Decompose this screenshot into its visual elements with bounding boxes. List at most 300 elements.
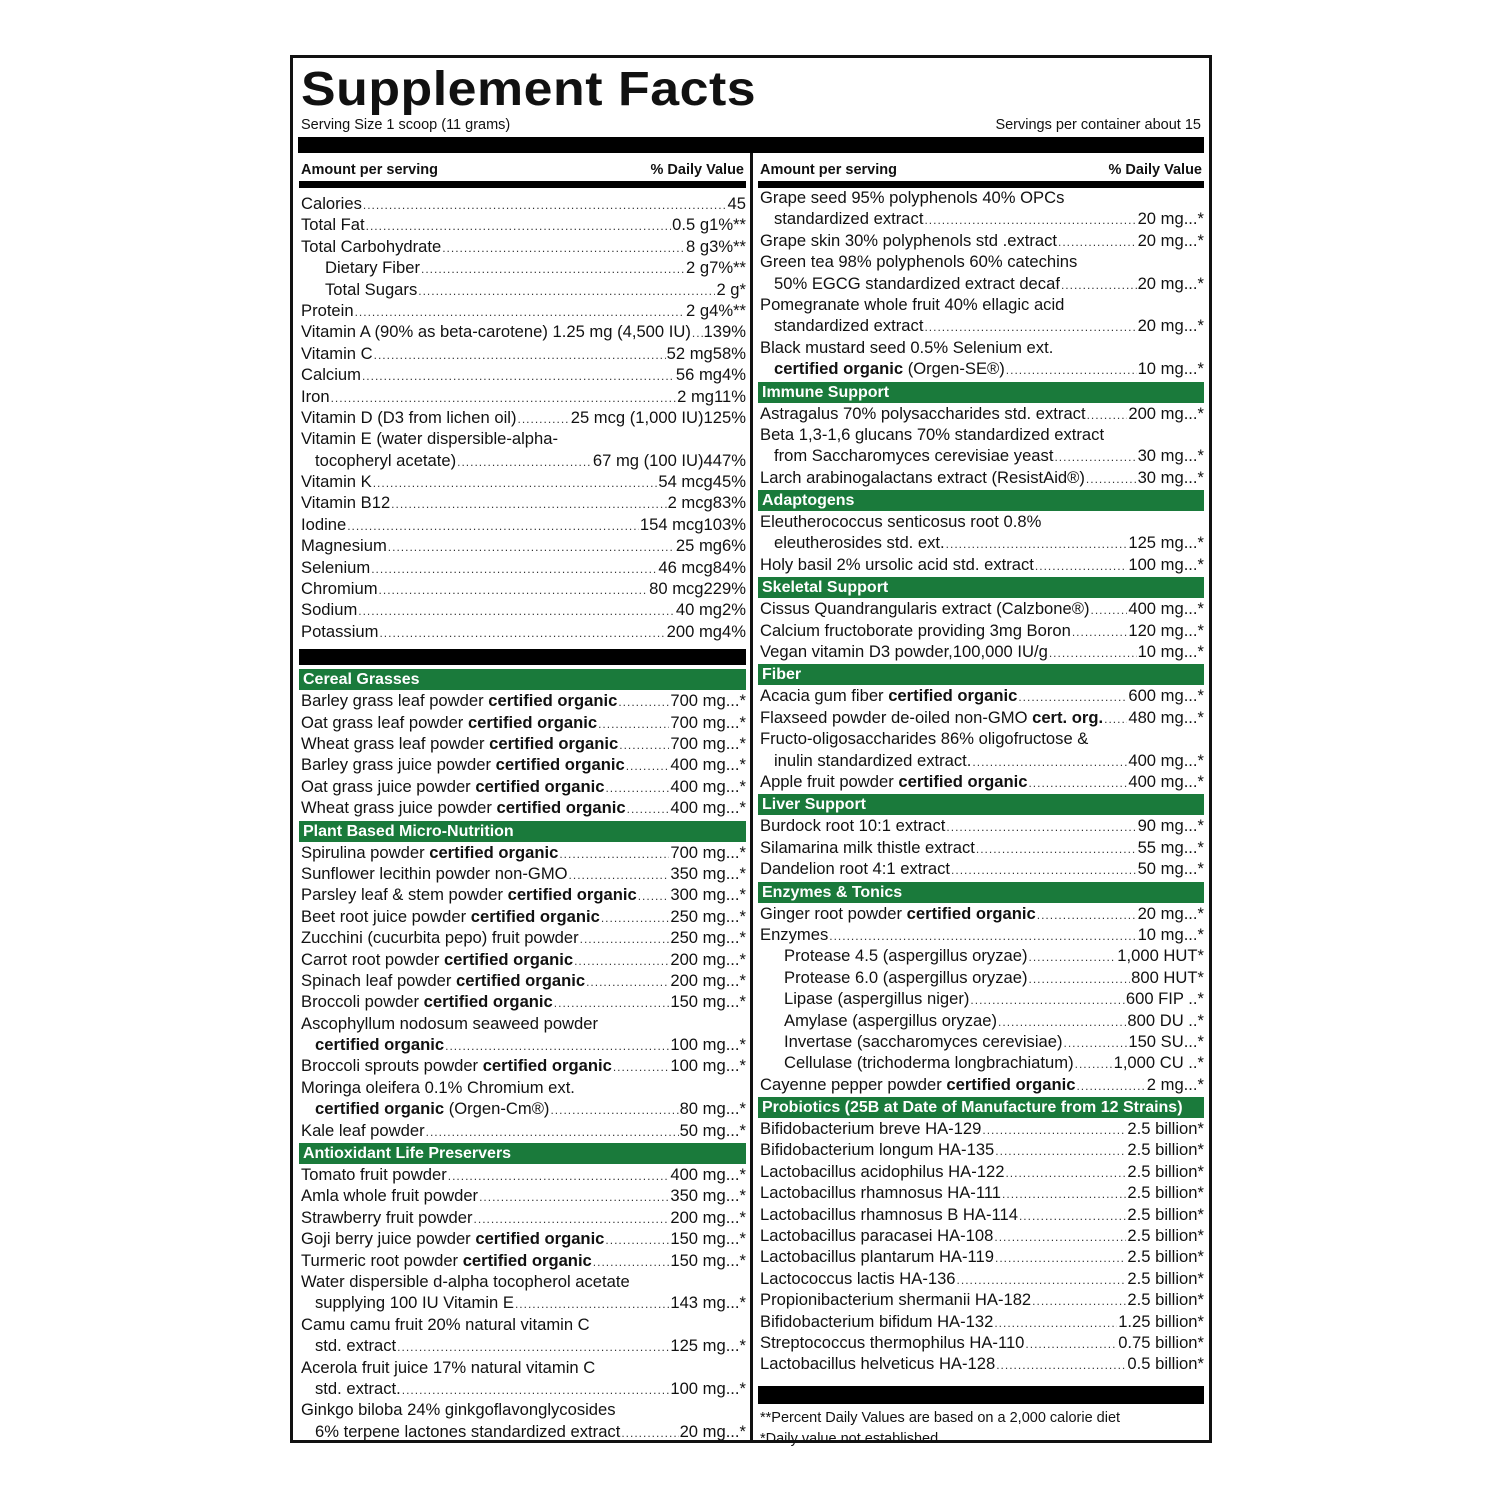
dot-leader <box>1002 1187 1126 1201</box>
ingredient-row <box>758 274 1204 295</box>
dot-leader <box>605 781 669 795</box>
ingredient-amount: 100 mg... <box>1128 554 1198 574</box>
ingredient-row <box>758 512 1204 533</box>
daily-value: * <box>1197 316 1204 336</box>
dot-leader <box>598 717 669 731</box>
ingredient-name-text: Vegan vitamin D3 powder,100,000 IU/g <box>760 642 1048 662</box>
dot-leader <box>995 1144 1126 1158</box>
ingredient-row <box>758 729 1204 750</box>
ingredient-name <box>299 344 373 364</box>
daily-value: 11% <box>714 386 746 406</box>
ingredient-row <box>758 1269 1204 1290</box>
dot-leader <box>1086 472 1137 486</box>
ingredient-amount: 1.25 billion <box>1118 1311 1198 1331</box>
daily-value: 83% <box>712 493 746 513</box>
dot-leader <box>474 1212 670 1226</box>
ingredient-amount: 1,000 HUT <box>1117 946 1198 966</box>
daily-value: * <box>1197 1183 1204 1203</box>
dot-leader <box>627 802 670 816</box>
ingredient-name <box>758 209 923 229</box>
daily-value: * <box>739 1099 746 1119</box>
ingredient-row <box>299 451 746 472</box>
ingredient-name <box>299 1379 401 1399</box>
ingredient-name-text: Acacia gum fiber <box>760 686 889 706</box>
dot-leader <box>970 993 1124 1007</box>
ingredient-name-text: Spirulina powder <box>301 842 430 862</box>
ingredient-name <box>299 515 346 535</box>
ingredient-name <box>299 536 387 556</box>
ingredient-amount: 30 mg... <box>1137 467 1198 487</box>
ingredient-row <box>299 301 746 322</box>
dot-leader <box>580 932 670 946</box>
ingredient-row <box>299 777 746 798</box>
dot-leader <box>379 583 649 597</box>
ingredient-row <box>299 950 746 971</box>
ingredient-row <box>758 925 1204 946</box>
daily-value: * <box>739 1056 746 1076</box>
organic-label: certified organic <box>475 1229 605 1249</box>
ingredient-row <box>758 838 1204 859</box>
ingredient-amount: 200 mg... <box>670 949 740 969</box>
dot-leader <box>391 497 666 511</box>
dot-leader <box>1035 559 1127 573</box>
ingredient-name <box>299 950 573 970</box>
dot-leader <box>1058 235 1137 249</box>
ingredient-row <box>758 904 1204 925</box>
ingredient-name <box>758 1119 981 1139</box>
organic-label: certified organic <box>470 906 600 926</box>
ingredient-name <box>299 798 626 818</box>
ingredient-name <box>758 708 1103 728</box>
ingredient-name-text: Barley grass leaf powder <box>301 691 489 711</box>
ingredient-name <box>758 338 1053 358</box>
ingredient-name-text: Water dispersible d-alpha tocopherol acetate <box>301 1271 630 1291</box>
ingredient-row <box>299 536 746 557</box>
ingredient-row <box>299 1099 746 1120</box>
ingredient-name <box>299 622 378 642</box>
dot-leader <box>1037 908 1137 922</box>
ingredient-row <box>299 713 746 734</box>
ingredient-name-text: Lactobacillus paracasei HA-108 <box>760 1226 994 1246</box>
ingredient-name <box>758 1247 994 1267</box>
ingredient-name-text: Bifidobacterium bifidum HA-132 <box>760 1311 994 1331</box>
antioxidant-continued-list <box>758 188 1204 381</box>
ingredient-name <box>299 301 354 321</box>
ingredient-row <box>299 798 746 819</box>
dot-leader <box>957 1273 1127 1287</box>
ingredient-name-text: Moringa oleifera 0.1% Chromium ext. <box>301 1077 575 1097</box>
daily-value: * <box>1197 620 1204 640</box>
dot-leader <box>550 1103 678 1117</box>
ingredient-name-text: from Saccharomyces cerevisiae yeast <box>774 446 1054 466</box>
ingredient-name-text: std. extract <box>315 1336 397 1356</box>
ingredient-amount: 400 mg... <box>1128 750 1198 770</box>
dot-leader <box>995 1251 1126 1265</box>
ingredient-name <box>299 1186 478 1206</box>
ingredient-row <box>758 1119 1204 1140</box>
ingredient-name <box>758 316 923 336</box>
ingredient-amount: 40 mg <box>675 600 723 620</box>
ingredient-name-text: Total Sugars <box>325 279 418 299</box>
ingredient-row <box>299 408 746 429</box>
ingredient-name-text: Strawberry fruit powder <box>301 1207 473 1227</box>
ingredient-name-text: std. extract. <box>315 1378 401 1398</box>
ingredient-name <box>758 425 1104 445</box>
ingredient-name <box>299 280 417 300</box>
daily-value-label: % Daily Value <box>650 162 744 178</box>
daily-value: * <box>1197 771 1204 791</box>
ingredient-row <box>299 907 746 928</box>
daily-value: * <box>739 885 746 905</box>
ingredient-amount: 0.5 g <box>672 215 710 235</box>
daily-value: * <box>1197 1140 1204 1160</box>
ingredient-amount: 0.5 billion <box>1127 1354 1198 1374</box>
amount-per-serving-label: Amount per serving <box>760 162 897 178</box>
ingredient-name-text: Vitamin A (90% as beta-carotene) 1.25 mg (4,500 IU) <box>301 322 691 342</box>
ingredient-amount: 250 mg... <box>670 928 740 948</box>
ingredient-name <box>758 989 969 1009</box>
daily-value: * <box>739 842 746 862</box>
dot-leader <box>976 842 1137 856</box>
ingredient-amount: 20 mg... <box>1137 230 1198 250</box>
ingredient-name-text: Enzymes <box>760 924 829 944</box>
ingredient-row <box>758 1011 1204 1032</box>
ingredient-amount: 100 mg... <box>670 1035 740 1055</box>
dot-leader <box>426 1125 679 1139</box>
ingredient-name-text: Dietary Fiber <box>325 258 420 278</box>
ingredient-row <box>758 188 1204 209</box>
daily-value: 2% <box>722 600 746 620</box>
ingredient-name-text: Silamarina milk thistle extract <box>760 837 975 857</box>
ingredient-name-text: Turmeric root powder <box>301 1250 463 1270</box>
daily-value: * <box>739 1035 746 1055</box>
ingredient-row <box>299 194 746 215</box>
daily-value: * <box>739 776 746 796</box>
dot-leader <box>574 954 669 968</box>
ingredient-row <box>299 493 746 514</box>
ingredient-name-text: Bifidobacterium longum HA-135 <box>760 1140 995 1160</box>
dot-leader <box>638 889 670 903</box>
ingredient-name <box>299 843 558 863</box>
dot-leader <box>1018 690 1127 704</box>
ingredient-amount: 400 mg... <box>670 755 740 775</box>
dot-leader <box>692 326 703 340</box>
ingredient-name-text: Dandelion root 4:1 extract <box>760 859 951 879</box>
amount-per-serving-label: Amount per serving <box>301 162 438 178</box>
ingredient-row <box>758 772 1204 793</box>
ingredient-name-text: Sunflower lecithin powder non-GMO <box>301 863 568 883</box>
nutrient-list <box>299 194 746 643</box>
ingredient-name <box>299 1056 612 1076</box>
ingredient-amount: 2 mg... <box>1146 1074 1198 1094</box>
ingredient-amount: 0.75 billion <box>1118 1332 1198 1352</box>
dot-leader <box>1061 278 1137 292</box>
ingredient-amount: 2.5 billion <box>1127 1183 1198 1203</box>
organic-label: certified organic <box>774 359 904 379</box>
dot-leader <box>829 929 1136 943</box>
footnote: *Daily value not established <box>760 1430 939 1447</box>
ingredient-name-text: Wheat grass leaf powder <box>301 733 490 753</box>
dot-leader <box>363 198 727 212</box>
daily-value: * <box>1197 1161 1204 1181</box>
daily-value: * <box>739 970 746 990</box>
organic-label: certified organic <box>906 903 1036 923</box>
ingredient-name <box>758 1075 1075 1095</box>
ingredient-amount: 20 mg... <box>1137 316 1198 336</box>
daily-value: * <box>739 798 746 818</box>
ingredient-row <box>299 1422 746 1443</box>
daily-value: * <box>1197 946 1204 966</box>
ingredient-name <box>758 729 1088 749</box>
daily-value: 45% <box>712 472 746 492</box>
ingredient-row <box>758 1140 1204 1161</box>
organic-label: certified organic <box>489 733 619 753</box>
ingredient-name <box>299 755 625 775</box>
ingredient-name <box>299 237 441 257</box>
ingredient-amount: 250 mg... <box>670 906 740 926</box>
dot-leader <box>1104 712 1127 726</box>
ingredient-name-text: Burdock root 10:1 extract <box>760 816 946 836</box>
ingredient-name-text: Camu camu fruit 20% natural vitamin C <box>301 1314 590 1334</box>
dot-leader <box>479 1190 669 1204</box>
ingredient-name-text: standardized extract <box>774 316 924 336</box>
ingredient-name <box>299 1358 595 1378</box>
ingredient-amount: 200 mg... <box>670 970 740 990</box>
ingredient-name <box>299 713 597 733</box>
daily-value: 7%** <box>709 258 746 278</box>
ingredient-name-text: Lactobacillus plantarum HA-119 <box>760 1247 994 1267</box>
section-header: Fiber <box>758 664 1204 685</box>
ingredient-name <box>299 777 604 797</box>
ingredient-amount: 2.5 billion <box>1127 1204 1198 1224</box>
ingredient-name <box>299 691 617 711</box>
supplement-facts-panel <box>290 55 1212 1447</box>
ingredient-name-text: Beet root juice powder <box>301 906 471 926</box>
ingredient-name <box>758 904 1036 924</box>
ingredient-name <box>758 555 1034 575</box>
ingredient-name <box>299 1121 425 1141</box>
ingredient-amount: 10 mg... <box>1137 642 1198 662</box>
dot-leader <box>421 262 685 276</box>
dot-leader <box>362 369 675 383</box>
ingredient-name-text: Propionibacterium shermanii HA-182 <box>760 1290 1032 1310</box>
right-column <box>758 153 1204 1450</box>
ingredient-row <box>758 946 1204 967</box>
dot-leader <box>358 604 675 618</box>
organic-label: certified organic <box>467 712 598 732</box>
daily-value: * <box>739 906 746 926</box>
ingredient-amount: 2.5 billion <box>1127 1268 1198 1288</box>
section-header: Cereal Grasses <box>299 669 746 690</box>
organic-label: certified organic <box>443 949 574 969</box>
ingredient-name <box>299 864 568 884</box>
ingredient-name <box>299 408 516 428</box>
ingredient-name-text: Ascophyllum nodosum seaweed powder <box>301 1013 599 1033</box>
ingredient-amount: 90 mg... <box>1137 816 1198 836</box>
dot-leader <box>517 412 569 426</box>
ingredient-name-text: standardized extract <box>774 209 924 229</box>
ingredient-name <box>758 772 1027 792</box>
organic-label: certified organic <box>482 1056 612 1076</box>
ingredient-name <box>758 231 1057 251</box>
ingredient-name <box>758 946 1028 966</box>
daily-value: 4% <box>722 365 746 385</box>
ingredient-row <box>758 1290 1204 1311</box>
ingredient-row <box>299 237 746 258</box>
ingredient-row <box>758 968 1204 989</box>
ingredient-name-text: Astragalus 70% polysaccharides std. extract <box>760 403 1086 423</box>
dot-leader <box>972 755 1127 769</box>
organic-label: cert. org. <box>1032 707 1104 727</box>
ingredient-name-text: Amla whole fruit powder <box>301 1186 479 1206</box>
ingredient-name-text: Tomato fruit powder <box>301 1165 447 1185</box>
footnote-rule <box>758 1386 1204 1404</box>
ingredient-row <box>758 404 1204 425</box>
ingredient-row <box>758 338 1204 359</box>
ingredient-amount: 52 mg <box>666 343 713 363</box>
ingredient-row <box>299 365 746 386</box>
dot-leader <box>994 1230 1126 1244</box>
ingredient-name-text: Vitamin B12 <box>301 493 391 513</box>
ingredient-row <box>299 755 746 776</box>
ingredient-name-text: Broccoli powder <box>301 992 424 1012</box>
ingredient-row <box>299 322 746 343</box>
dot-leader <box>946 820 1136 834</box>
daily-value-label: % Daily Value <box>1108 162 1202 178</box>
ingredient-name-text: Acerola fruit juice 17% natural vitamin C <box>301 1357 596 1377</box>
ingredient-name-text: Sodium <box>301 600 358 620</box>
left-sections <box>299 669 746 1443</box>
dot-leader <box>946 537 1128 551</box>
ingredient-row <box>758 1312 1204 1333</box>
dot-leader <box>994 1316 1117 1330</box>
daily-value: * <box>739 1186 746 1206</box>
ingredient-row <box>299 1315 746 1336</box>
ingredient-name <box>758 838 975 858</box>
ingredient-row <box>299 1208 746 1229</box>
daily-value: * <box>1197 903 1204 923</box>
ingredient-name <box>758 1205 1018 1225</box>
ingredient-name-text: Carrot root powder <box>301 949 444 969</box>
ingredient-name-text: Apple fruit powder <box>760 771 899 791</box>
ingredient-amount: 400 mg... <box>670 798 740 818</box>
ingredient-name-text: Flaxseed powder de-oiled non-GMO <box>760 707 1033 727</box>
ingredient-row <box>758 209 1204 230</box>
ingredient-name-text: Fructo-oligosaccharides 86% oligofructose & <box>760 729 1089 749</box>
daily-value: 84% <box>712 557 746 577</box>
ingredient-row <box>299 864 746 885</box>
daily-value: * <box>1197 1311 1204 1331</box>
ingredient-amount: 20 mg... <box>1137 209 1198 229</box>
dot-leader <box>996 1358 1126 1372</box>
ingredient-name <box>299 215 365 235</box>
ingredient-row <box>299 1379 746 1400</box>
dot-leader <box>1087 408 1128 422</box>
ingredient-name <box>299 1099 549 1119</box>
ingredient-row <box>758 316 1204 337</box>
ingredient-name <box>299 971 585 991</box>
daily-value: * <box>739 863 746 883</box>
daily-value: * <box>739 949 746 969</box>
ingredient-amount: 700 mg... <box>670 842 740 862</box>
daily-value: * <box>739 691 746 711</box>
daily-value: 229% <box>703 579 746 599</box>
ingredient-name <box>758 621 1071 641</box>
ingredient-amount: 400 mg... <box>1128 599 1198 619</box>
ingredient-name <box>758 1290 1031 1310</box>
ingredient-name-text: Parsley leaf & stem powder <box>301 885 508 905</box>
dot-leader <box>613 1060 670 1074</box>
ingredient-amount: 600 mg... <box>1128 686 1198 706</box>
dot-leader <box>1006 363 1137 377</box>
ingredient-row <box>758 1226 1204 1247</box>
daily-value: * <box>739 733 746 753</box>
ingredient-name-text: Cellulase (trichoderma longbrachiatum) <box>784 1053 1074 1073</box>
daily-value: * <box>1197 1031 1204 1051</box>
dot-leader <box>402 1383 670 1397</box>
ingredient-amount: 480 mg... <box>1128 707 1198 727</box>
daily-value: * <box>739 1229 746 1249</box>
ingredient-row <box>299 344 746 365</box>
ingredient-amount: 2 mcg <box>667 493 713 513</box>
dot-leader <box>1076 1079 1145 1093</box>
ingredient-row <box>299 429 746 450</box>
ingredient-amount: 200 mg <box>666 621 723 641</box>
daily-value: * <box>739 1207 746 1227</box>
daily-value: 6% <box>722 536 746 556</box>
ingredient-amount: 10 mg... <box>1137 924 1198 944</box>
ingredient-row <box>758 989 1204 1010</box>
ingredient-name-text: Lactobacillus helveticus HA-128 <box>760 1354 996 1374</box>
ingredient-name <box>299 472 372 492</box>
ingredient-name <box>758 968 1028 988</box>
ingredient-name <box>758 642 1048 662</box>
ingredient-name <box>299 1422 620 1442</box>
ingredient-row <box>299 1400 746 1421</box>
section-header: Probiotics (25B at Date of Manufacture from 12 Strains) <box>758 1097 1204 1118</box>
daily-value: * <box>739 1250 746 1270</box>
ingredient-name-text: Magnesium <box>301 536 387 556</box>
ingredient-amount: 2.5 billion <box>1127 1140 1198 1160</box>
ingredient-row <box>758 1053 1204 1074</box>
ingredient-amount: 100 mg... <box>670 1378 740 1398</box>
dot-leader <box>951 863 1137 877</box>
ingredient-amount: 400 mg... <box>670 1165 740 1185</box>
ingredient-row <box>299 558 746 579</box>
organic-label: certified organic <box>462 1250 592 1270</box>
daily-value: * <box>1197 1204 1204 1224</box>
ingredient-name <box>758 925 828 945</box>
ingredient-name <box>758 1354 995 1374</box>
ingredient-name-text: Iodine <box>301 514 347 534</box>
ingredient-amount: 55 mg... <box>1137 837 1198 857</box>
dot-leader <box>982 1123 1126 1137</box>
ingredient-row <box>299 843 746 864</box>
daily-value: * <box>1197 599 1204 619</box>
ingredient-amount: 20 mg... <box>1137 903 1198 923</box>
ingredient-amount: 67 mg (100 IU) <box>592 450 704 470</box>
section-header: Liver Support <box>758 794 1204 815</box>
ingredient-amount: 2.5 billion <box>1127 1161 1198 1181</box>
organic-label: certified organic <box>423 992 553 1012</box>
ingredient-row <box>299 1251 746 1272</box>
ingredient-row <box>299 1078 746 1099</box>
ingredient-amount: 154 mcg <box>639 514 704 534</box>
ingredient-amount: 150 mg... <box>670 1229 740 1249</box>
ingredient-amount: 800 HUT <box>1131 967 1198 987</box>
daily-value: 58% <box>712 343 746 363</box>
daily-value: 4%** <box>709 300 746 320</box>
